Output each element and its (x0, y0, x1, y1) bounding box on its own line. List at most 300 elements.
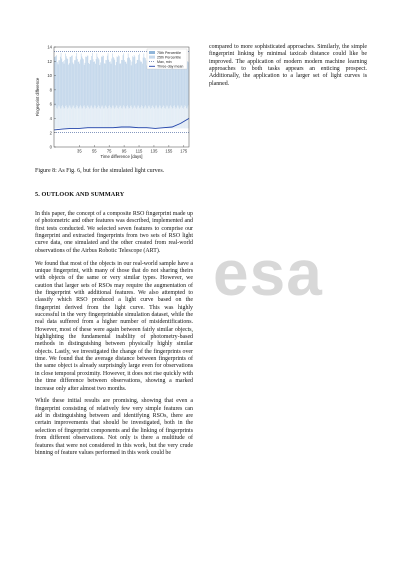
y-tick-label: 10 (47, 73, 52, 79)
bar-75th-percentile (132, 56, 133, 108)
bar-75th-percentile (80, 59, 81, 105)
bar-75th-percentile (59, 60, 60, 106)
bar-75th-percentile (71, 56, 72, 109)
bar-25th-percentile (65, 106, 66, 129)
bar-75th-percentile (56, 55, 57, 108)
bar-75th-percentile (85, 57, 86, 109)
bar-25th-percentile (174, 105, 175, 128)
bar-75th-percentile (99, 60, 100, 107)
bar-25th-percentile (91, 106, 92, 129)
bar-25th-percentile (129, 109, 130, 129)
bar-75th-percentile (87, 56, 88, 106)
bar-25th-percentile (99, 108, 100, 128)
bar-25th-percentile (164, 108, 165, 128)
bar-75th-percentile (98, 58, 99, 105)
bar-25th-percentile (134, 106, 135, 129)
bar-25th-percentile (64, 109, 65, 129)
bar-75th-percentile (73, 64, 74, 106)
bar-25th-percentile (114, 109, 115, 129)
bar-25th-percentile (60, 108, 61, 128)
bar-25th-percentile (180, 107, 181, 128)
bar-25th-percentile (108, 108, 109, 128)
bar-25th-percentile (139, 108, 140, 129)
bar-25th-percentile (169, 108, 170, 128)
bar-75th-percentile (66, 56, 67, 105)
bar-25th-percentile (155, 106, 156, 129)
bar-75th-percentile (100, 62, 101, 108)
bar-25th-percentile (91, 106, 92, 129)
bar-75th-percentile (110, 61, 111, 107)
bar-25th-percentile (120, 106, 121, 128)
bar-75th-percentile (76, 53, 77, 105)
bar-75th-percentile (106, 60, 107, 107)
bar-75th-percentile (111, 59, 112, 108)
bar-25th-percentile (132, 109, 133, 129)
bar-25th-percentile (72, 107, 73, 128)
bar-75th-percentile (151, 64, 152, 108)
bar-75th-percentile (78, 62, 79, 108)
bar-25th-percentile (100, 109, 101, 129)
bar-25th-percentile (147, 108, 148, 128)
bar-25th-percentile (142, 106, 143, 128)
bar-25th-percentile (89, 109, 90, 129)
bar-25th-percentile (126, 108, 127, 128)
bar-25th-percentile (184, 107, 185, 128)
bar-25th-percentile (94, 105, 95, 128)
bar-25th-percentile (70, 108, 71, 129)
bar-75th-percentile (67, 59, 68, 109)
bar-75th-percentile (102, 56, 103, 107)
bar-75th-percentile (109, 62, 110, 105)
bar-75th-percentile (134, 55, 135, 105)
bar-75th-percentile (107, 56, 108, 109)
bar-25th-percentile (82, 108, 83, 128)
bar-25th-percentile (55, 105, 56, 128)
bar-25th-percentile (85, 109, 86, 129)
bar-25th-percentile (80, 105, 81, 128)
bar-25th-percentile (172, 109, 173, 129)
bar-25th-percentile (187, 109, 188, 129)
bar-25th-percentile (161, 108, 162, 129)
bar-75th-percentile (55, 56, 56, 106)
bar-25th-percentile (181, 105, 182, 128)
legend-label: 75th Percentile (157, 50, 181, 55)
bar-25th-percentile (153, 107, 154, 128)
bar-25th-percentile (166, 107, 167, 129)
bar-75th-percentile (101, 56, 102, 106)
bar-75th-percentile (102, 57, 103, 105)
bar-25th-percentile (143, 108, 144, 128)
bar-75th-percentile (61, 59, 62, 107)
bar-75th-percentile (95, 64, 96, 106)
bar-75th-percentile (146, 65, 147, 108)
bar-75th-percentile (74, 60, 75, 108)
bar-25th-percentile (155, 108, 156, 129)
bar-75th-percentile (120, 64, 121, 106)
bar-25th-percentile (62, 105, 63, 128)
bar-75th-percentile (67, 58, 68, 107)
bar-75th-percentile (139, 54, 140, 108)
bar-25th-percentile (86, 108, 87, 128)
bar-25th-percentile (74, 108, 75, 129)
bar-75th-percentile (86, 57, 87, 108)
bar-25th-percentile (61, 108, 62, 128)
bar-75th-percentile (105, 64, 106, 107)
bar-25th-percentile (97, 109, 98, 129)
bar-75th-percentile (133, 57, 134, 108)
legend-swatch (149, 51, 155, 54)
x-tick-label: 175 (180, 148, 188, 154)
bar-75th-percentile (129, 58, 130, 108)
bar-25th-percentile (88, 107, 89, 128)
bar-25th-percentile (182, 106, 183, 129)
bar-25th-percentile (90, 108, 91, 129)
bar-25th-percentile (158, 109, 159, 129)
bar-25th-percentile (102, 106, 103, 128)
bar-25th-percentile (149, 107, 150, 129)
bar-25th-percentile (113, 106, 114, 129)
bar-75th-percentile (141, 62, 142, 106)
bar-75th-percentile (123, 53, 124, 105)
bar-75th-percentile (141, 62, 142, 107)
bar-75th-percentile (124, 60, 125, 106)
bar-25th-percentile (152, 105, 153, 128)
bar-25th-percentile (118, 109, 119, 129)
bar-25th-percentile (79, 109, 80, 129)
bar-25th-percentile (106, 107, 107, 129)
bar-25th-percentile (186, 108, 187, 128)
bar-25th-percentile (185, 106, 186, 128)
bar-75th-percentile (128, 53, 129, 106)
x-tick-label: 155 (165, 148, 173, 154)
bar-25th-percentile (162, 107, 163, 128)
bar-75th-percentile (152, 63, 153, 106)
bar-25th-percentile (158, 107, 159, 128)
bar-75th-percentile (90, 60, 91, 108)
bar-25th-percentile (109, 105, 110, 128)
bar-25th-percentile (148, 106, 149, 128)
bar-75th-percentile (57, 62, 58, 108)
bar-25th-percentile (82, 108, 83, 128)
y-tick-label: 2 (49, 130, 52, 136)
bar-25th-percentile (128, 107, 129, 129)
right-column (209, 44, 367, 94)
left-paragraph-1: In this paper, the concept of a composite RSO fingerprint made up of photometric and other features was described, implemented and first tests conducted. We selected seven features to comprise our fingerprint and extracted fingerprints from two sets of RSO light curve data, one simulated and the other created from real-world observations of the Airbus Robotic Telescope (ART). (35, 211, 193, 254)
bar-25th-percentile (83, 106, 84, 128)
bar-75th-percentile (113, 57, 114, 106)
bar-25th-percentile (183, 109, 184, 129)
bar-25th-percentile (69, 106, 70, 129)
bar-25th-percentile (79, 107, 80, 129)
bar-25th-percentile (75, 109, 76, 129)
bar-75th-percentile (145, 58, 146, 105)
bar-75th-percentile (117, 56, 118, 105)
bar-75th-percentile (146, 60, 147, 106)
bar-25th-percentile (107, 109, 108, 129)
bar-75th-percentile (121, 60, 122, 108)
bar-25th-percentile (188, 107, 189, 129)
bar-25th-percentile (119, 107, 120, 128)
bar-75th-percentile (82, 56, 83, 108)
bar-75th-percentile (117, 57, 118, 108)
bar-25th-percentile (122, 109, 123, 129)
bar-75th-percentile (79, 61, 80, 108)
bar-75th-percentile (58, 64, 59, 106)
bar-75th-percentile (96, 59, 97, 108)
bar-25th-percentile (105, 106, 106, 128)
x-tick-label: 35 (77, 148, 82, 154)
bar-25th-percentile (108, 106, 109, 129)
bar-75th-percentile (88, 56, 89, 106)
bar-75th-percentile (167, 64, 168, 105)
bar-75th-percentile (88, 63, 89, 107)
bar-25th-percentile (164, 106, 165, 128)
bar-25th-percentile (78, 108, 79, 128)
bar-25th-percentile (185, 105, 186, 128)
bar-25th-percentile (167, 106, 168, 128)
bar-25th-percentile (98, 105, 99, 128)
bar-75th-percentile (123, 55, 124, 106)
bar-25th-percentile (132, 107, 133, 128)
bar-25th-percentile (130, 106, 131, 129)
bar-75th-percentile (55, 57, 56, 105)
bar-25th-percentile (123, 105, 124, 128)
bar-25th-percentile (149, 105, 150, 128)
bar-25th-percentile (156, 106, 157, 129)
bar-25th-percentile (59, 106, 60, 128)
bar-75th-percentile (70, 57, 71, 108)
left-paragraph-3: While these initial results are promising, showing that even a fingerprint consisting of relatively few very simple features can aid in distinguishing between and identifying RSOs, there are certain improvements that should be investigated, both in the selection of fingerprint components and the linking of fingerprints from different observations. Not only is there a multitude of features that were not considered in this work, but the very crude binning of feature values performed in this work could be (35, 398, 193, 456)
x-tick-label: 95 (121, 148, 127, 154)
bar-25th-percentile (117, 106, 118, 129)
bar-75th-percentile (64, 60, 65, 108)
bar-75th-percentile (94, 62, 95, 107)
bar-25th-percentile (71, 109, 72, 129)
bar-25th-percentile (179, 108, 180, 129)
left-paragraph-2: We found that most of the objects in our real-world sample have a unique fingerprint, with many of those that do not sharing theirs with objects of the same or very similar types. However, we caution that larger sets of RSOs may require the augmentation of the fingerprint with additional features. We also attempted to classify which RSO produced a light curve based on the fingerprint derived from the light curve. This was highly successful in the very fingerprintable simulation dataset, while the real data suffered from a higher number of misidentifications. However, most of these were again between fairly similar objects, highlighting the fundamental inability of photometry-based methods in distinguishing between physically highly similar objects. Lastly, we investigated the change of the fingerprints over time. We found that the average distance between fingerprints of the same object is already surprisingly large even for observations in close temporal proximity. However, it does not rise quickly with the time difference between observations, showing a marked increase only after almost two months. (35, 260, 193, 392)
bar-25th-percentile (111, 108, 112, 129)
bar-25th-percentile (170, 105, 171, 128)
bar-25th-percentile (103, 108, 104, 128)
bar-75th-percentile (72, 55, 73, 107)
bar-75th-percentile (111, 64, 112, 109)
bar-25th-percentile (94, 107, 95, 128)
bar-25th-percentile (144, 109, 145, 129)
bar-75th-percentile (178, 65, 179, 105)
chart-svg (34, 43, 194, 161)
bar-75th-percentile (182, 65, 183, 108)
bar-25th-percentile (55, 106, 56, 128)
bar-75th-percentile (116, 62, 117, 105)
bar-75th-percentile (183, 62, 184, 108)
bar-75th-percentile (131, 65, 132, 105)
bar-75th-percentile (89, 64, 90, 109)
bar-75th-percentile (167, 63, 168, 107)
bar-75th-percentile (135, 57, 136, 106)
bar-25th-percentile (73, 105, 74, 128)
bar-75th-percentile (162, 65, 163, 107)
bar-75th-percentile (130, 60, 131, 106)
bar-25th-percentile (67, 109, 68, 129)
bar-25th-percentile (76, 107, 77, 128)
bar-75th-percentile (61, 53, 62, 109)
bar-75th-percentile (81, 53, 82, 106)
bar-75th-percentile (132, 62, 133, 108)
bar-75th-percentile (143, 58, 144, 109)
bar-25th-percentile (124, 106, 125, 128)
bar-75th-percentile (70, 57, 71, 106)
bar-75th-percentile (115, 65, 116, 107)
bar-75th-percentile (144, 53, 145, 108)
bar-25th-percentile (58, 105, 59, 128)
bar-25th-percentile (160, 106, 161, 129)
bar-75th-percentile (99, 65, 100, 108)
bar-75th-percentile (76, 56, 77, 107)
bar-25th-percentile (87, 106, 88, 129)
bar-25th-percentile (173, 108, 174, 128)
bar-25th-percentile (115, 107, 116, 128)
bar-25th-percentile (168, 108, 169, 128)
bar-75th-percentile (104, 63, 105, 108)
bar-25th-percentile (93, 109, 94, 129)
bar-25th-percentile (70, 106, 71, 129)
bar-75th-percentile (188, 61, 189, 106)
bar-75th-percentile (58, 60, 59, 105)
bar-75th-percentile (114, 60, 115, 109)
y-tick-label: 8 (49, 87, 52, 93)
x-tick-label: 55 (91, 148, 97, 154)
x-tick-label: 135 (150, 148, 158, 154)
bar-25th-percentile (145, 105, 146, 128)
bar-75th-percentile (125, 62, 126, 109)
bar-75th-percentile (142, 64, 143, 106)
x-tick-label: 115 (135, 148, 143, 154)
bar-25th-percentile (125, 108, 126, 128)
bar-75th-percentile (62, 62, 63, 105)
bar-25th-percentile (63, 107, 64, 129)
bar-25th-percentile (135, 108, 136, 129)
bar-75th-percentile (91, 56, 92, 106)
bar-25th-percentile (85, 107, 86, 129)
bar-25th-percentile (101, 107, 102, 129)
section-heading: 5. OUTLOOK AND SUMMARY (35, 191, 125, 198)
bar-25th-percentile (152, 106, 153, 129)
bar-25th-percentile (67, 107, 68, 128)
bar-25th-percentile (157, 108, 158, 129)
bar-25th-percentile (165, 109, 166, 129)
y-tick-label: 14 (47, 44, 52, 50)
bar-75th-percentile (140, 60, 141, 108)
bar-25th-percentile (97, 107, 98, 128)
bar-25th-percentile (121, 108, 122, 128)
right-paragraph-1: compared to more sophisticated approaches. Similarly, the simple fingerprint linking by minimal taxicab distance could like be improved. The application of modern modern machine learning approaches to both tasks appears an enticing prospect. Additionally, the application to a larger set of light curves is planned. (209, 44, 367, 87)
bar-25th-percentile (131, 105, 132, 128)
bar-25th-percentile (138, 105, 139, 128)
bar-25th-percentile (140, 109, 141, 129)
bar-25th-percentile (116, 105, 117, 128)
bar-75th-percentile (83, 59, 84, 106)
figure-caption: Figure 8: As Fig. 6, but for the simulated light curves. (35, 168, 165, 174)
x-tick-label: 75 (106, 148, 112, 154)
bar-25th-percentile (96, 108, 97, 129)
bar-75th-percentile (94, 61, 95, 105)
bar-25th-percentile (84, 105, 85, 128)
bar-75th-percentile (138, 60, 139, 105)
bar-25th-percentile (159, 105, 160, 128)
bar-25th-percentile (170, 106, 171, 128)
legend-label: 25th Percentile (157, 55, 181, 60)
bar-75th-percentile (64, 64, 65, 109)
bar-75th-percentile (97, 57, 98, 107)
y-tick-label: 4 (49, 116, 52, 122)
bar-25th-percentile (127, 105, 128, 128)
legend-label: Max, min (157, 60, 172, 64)
bar-25th-percentile (56, 108, 57, 128)
bar-25th-percentile (144, 107, 145, 129)
y-tick-label: 6 (49, 101, 52, 107)
bar-25th-percentile (154, 109, 155, 129)
bar-75th-percentile (158, 63, 159, 108)
bar-25th-percentile (150, 109, 151, 129)
bar-25th-percentile (76, 105, 77, 128)
esa-watermark: esa (213, 237, 323, 309)
bar-25th-percentile (117, 108, 118, 129)
bar-25th-percentile (171, 107, 172, 129)
bar-25th-percentile (81, 106, 82, 128)
bar-75th-percentile (112, 53, 113, 105)
bar-75th-percentile (69, 63, 70, 105)
bar-75th-percentile (126, 64, 127, 107)
bar-75th-percentile (127, 58, 128, 105)
bar-25th-percentile (167, 105, 168, 128)
bar-25th-percentile (179, 109, 180, 129)
bar-25th-percentile (133, 108, 134, 129)
bar-25th-percentile (163, 105, 164, 128)
bar-75th-percentile (129, 57, 130, 108)
bar-25th-percentile (182, 108, 183, 128)
bar-75th-percentile (126, 62, 127, 109)
bar-25th-percentile (114, 108, 115, 129)
bar-75th-percentile (68, 65, 69, 108)
bar-75th-percentile (91, 60, 92, 105)
bar-75th-percentile (119, 56, 120, 107)
bar-25th-percentile (120, 105, 121, 128)
bar-75th-percentile (120, 63, 121, 106)
bar-25th-percentile (129, 108, 130, 128)
bar-75th-percentile (97, 53, 98, 108)
bar-25th-percentile (141, 105, 142, 128)
bar-75th-percentile (108, 53, 109, 108)
bar-25th-percentile (99, 106, 100, 128)
bar-25th-percentile (146, 108, 147, 128)
bar-75th-percentile (63, 61, 64, 107)
bar-75th-percentile (138, 55, 139, 106)
bar-25th-percentile (73, 106, 74, 129)
bar-25th-percentile (110, 107, 111, 128)
bar-25th-percentile (58, 107, 59, 129)
bar-25th-percentile (123, 107, 124, 129)
bar-25th-percentile (104, 108, 105, 128)
bar-25th-percentile (173, 106, 174, 129)
bar-25th-percentile (161, 109, 162, 129)
figure-8-chart (34, 43, 194, 161)
left-column (35, 211, 193, 463)
bar-75th-percentile (135, 64, 136, 108)
bar-25th-percentile (61, 106, 62, 128)
bar-25th-percentile (137, 107, 138, 128)
bar-25th-percentile (64, 108, 65, 128)
bar-75th-percentile (103, 56, 104, 109)
